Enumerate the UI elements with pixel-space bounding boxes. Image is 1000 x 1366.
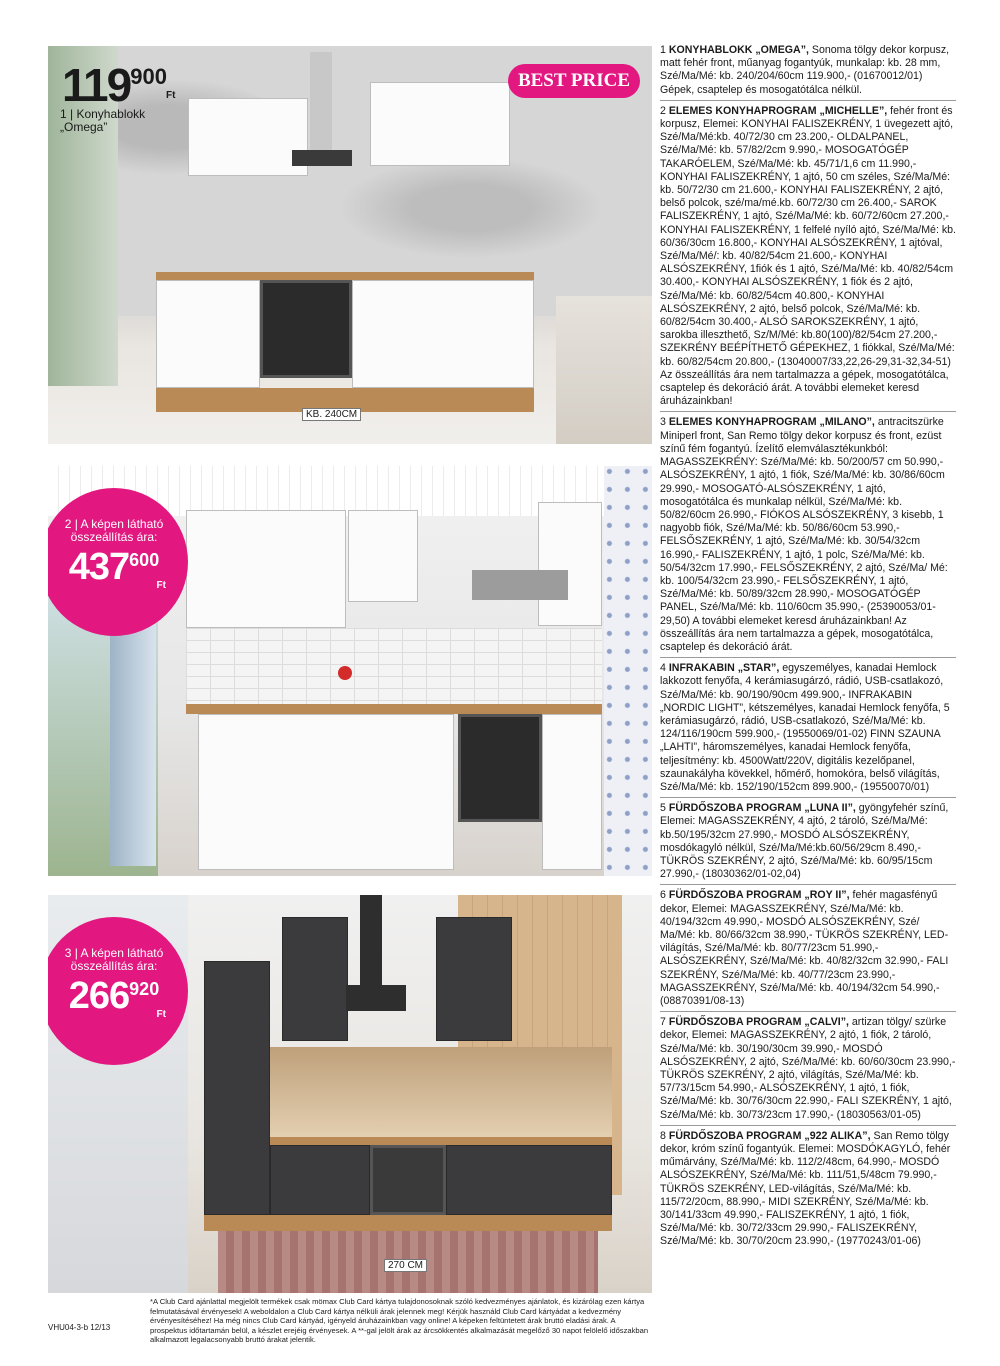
worktop xyxy=(186,704,602,714)
base-cabinets-left xyxy=(198,714,454,870)
built-in-oven xyxy=(260,280,352,378)
set-price: $437^{600}$ xyxy=(68,546,160,588)
product-descriptions xyxy=(660,44,956,1256)
set-price: $266^{920}$ xyxy=(68,975,160,1017)
base-cabinet-left xyxy=(156,280,260,388)
range-hood xyxy=(472,570,568,600)
wall-cabinet-left xyxy=(188,98,308,176)
best-price-badge: BEST PRICE xyxy=(508,64,640,98)
product-item: 4 INFRAKABIN „STAR”, egyszemélyes, kanadai Hemlock lakkozott fenyőfa, 4 kerámiasugárzó, rádió, USB-csatlakozó, Szé/Ma/Mé: kb. 90/190/90cm 499.900,- INFRAKABIN „NORDIC LIGHT”, kétszemélyes, kanadai Hemlock fenyőfa, 5 kerámiasugárzó, rádió, USB-csatlakozó, Szé/Ma/Mé: kb. 124/116/190cm 599.900,- (19550069/01-02) FINN SZAUNA „LAHTI”, háromszemélyes, kanadai Hemlock fenyőfa, teljesítmény: kb. 4500Watt/220V, digitális kezelőpanel, szaunakályha kövekkel, hőmérő, homokóra, belső világítás, Szé/Ma/Mé: kb. 152/190/152cm 899.900,- (19550070/01) xyxy=(660,662,956,798)
worktop xyxy=(156,272,534,280)
wall-cabinet-left xyxy=(282,917,348,1041)
currency-label: Ft xyxy=(166,90,176,101)
base-cabinet-right xyxy=(542,714,602,870)
product-item: 6 FÜRDŐSZOBA PROGRAM „ROY II”, fehér magasfényű dekor, Elemei: MAGASSZEKRÉNY, Szé/Ma/Mé: kb. 40/194/32cm 49.990,- MOSDÓ ALSÓSZEKRÉNY, Szé/ Ma/Mé: kb. 80/66/32cm 38.990,- TÜKRÖS SZEKRÉNY, LED-világítás, Szé/Ma/Mé: kb. 80/77/23cm 51.990,- ALSÓSZEKRÉNY, Szé/Ma/Mé: kb. 40/82/32cm 32.990,- FALI SZEKRÉNY, Szé/Ma/Mé: kb. 40/77/23cm 23.990,- MAGASSZEKRÉNY, Szé/Ma/Mé: kb. 40/194/32cm 54.990,- (08870391/08-13) xyxy=(660,889,956,1012)
wall-cabinet-right xyxy=(538,502,602,626)
hood-chimney xyxy=(360,895,382,985)
base-cabinet-right xyxy=(446,1145,612,1215)
product-item: 1 KONYHABLOKK „OMEGA”, Sonoma tölgy dekor korpusz, matt fehér front, műanyag fogantyúk, munkalap: kb. 28 mm, Szé/Ma/Mé: kb. 240/204/60cm 119.900,- (01670012/01) Gépek, csaptelep és mosogatótálca nélkül. xyxy=(660,44,956,101)
width-measure: 270 CM xyxy=(384,1259,427,1272)
price-circle-michelle xyxy=(48,488,188,636)
wall-cabinet-corner xyxy=(348,510,418,602)
cabinet-plinth xyxy=(204,1215,612,1231)
backsplash xyxy=(270,1047,612,1137)
stairs xyxy=(556,296,652,444)
base-cabinet-left xyxy=(270,1145,370,1215)
set-price-label: 2 | A képen látható összeállítás ára: xyxy=(64,517,164,544)
kitchen-photo-omega xyxy=(48,46,652,444)
currency-label: Ft xyxy=(156,1009,166,1020)
red-flowers xyxy=(338,666,352,680)
price-omega: $119^{900}$ xyxy=(62,59,167,111)
kitchen-photo-michelle xyxy=(48,466,652,876)
product-item: 7 FÜRDŐSZOBA PROGRAM „CALVI”, artizan tölgy/ szürke dekor, Elemei: MAGASSZEKRÉNY, 2 ajtó, 1 fiók, 2 tároló, Szé/Ma/Mé: kb. 30/190/30cm 39.990,- MOSDÓ ALSÓSZEKRÉNY, 2 ajtó, Szé/Ma/Mé: kb. 60/60/30cm 23.990,- TÜKRÖS SZEKRÉNY, 2 ajtó, világítás, Szé/Ma/Mé: kb. 57/73/15cm 54.990,- ALSÓSZEKRÉNY, 1 ajtó, 1 fiók, Szé/Ma/Mé: kb. 30/76/30cm 22.990,- FALI SZEKRÉNY, 1 ajtó, Szé/Ma/Mé: kb. 30/73/23cm 17.990,- (18030563/01-05) xyxy=(660,1016,956,1126)
product-item: 5 FÜRDŐSZOBA PROGRAM „LUNA II”, gyöngyfehér színű, Elemei: MAGASSZEKRÉNY, 4 ajtó, 2 tároló, Szé/Ma/Mé: kb.50/195/32cm 27.990,- MOSDÓ ALSÓSZEKRÉNY, mosdókagyló nélkül, Szé/Ma/Mé:kb.60/56/29cm 8.490,- TÜKRÖS SZEKRÉNY, 2 ajtó, Szé/Ma/Mé: kb. 60/95/15cm 27.990,- (18030362/01-02,04) xyxy=(660,802,956,885)
tall-cabinet xyxy=(204,961,270,1215)
width-measure: KB. 240CM xyxy=(302,408,361,421)
subway-tiles xyxy=(186,628,602,704)
built-in-oven xyxy=(370,1145,446,1215)
hood-chimney xyxy=(310,52,332,152)
currency-label: Ft xyxy=(156,580,166,591)
photo-caption: 1 | Konyhablokk „Omega” xyxy=(60,107,146,134)
wall-cabinet-left xyxy=(186,510,346,628)
set-price-label: 3 | A képen látható összeállítás ára: xyxy=(64,946,164,973)
wall-cabinet-right xyxy=(436,917,512,1041)
base-cabinet-right xyxy=(352,280,534,388)
floral-wallpaper xyxy=(604,466,652,876)
club-card-footnote: *A Club Card ajánlattal megjelölt termékek csak mömax Club Card kártya tulajdonosoknak szóló kedvezményes ajánlatok, és kizárólag ezen kártya felmutatásával érvényesek! A weboldalon a Club Card kártya nélküli árak jelennek meg! Kérjük használd Club Card kártyádat a kedvezmény érvényesítéséhez! Ha még nincs Club Card kártyád, igényeld áruházainkban vagy online! A képeken feltüntetett árak bruttó eladási árak. A prospektus időtartamán belül, a készlet erejéig érvényesek. A **-gal jelölt árak az árcsökkentés alkalmazását megelőző 30 napot felölelő időszakban alkalmazott legalacsonyabb bruttó árakat jelentik. xyxy=(150,1297,649,1345)
built-in-oven xyxy=(458,714,542,822)
product-item: 2 ELEMES KONYHAPROGRAM „MICHELLE”, fehér front és korpusz, Elemei: KONYHAI FALISZEKRÉNY, 1 üvegezett ajtó, Szé/Ma/Mé:kb. 40/72/30 cm 23.200,- OLDALPANEL, Szé/Ma/Mé: kb. 57/82/2cm 9.990,- MOSOGATÓGÉP TAKARÓELEM, Szé/Ma/Mé: kb. 45/71/1,6 cm 11.990,- KONYHAI FALISZEKRÉNY, 1 ajtó, 50 cm széles, Szé/Ma/Mé: kb. 50/72/30 cm 21.600,- KONYHAI FALISZEKRÉNY, 2 ajtó, belső polcok, szé/ma/mé.kb. 60/72/30 cm 26.400,- SAROK FALISZEKRÉNY, 1 ajtó, Szé/Ma/Mé: kb. 60/72/60cm 27.200,- KONYHAI FALISZEKRÉNY, 1 felfelé nyíló ajtó, Szé/Ma/Mé: kb. 60/36/30cm 16.800,- KONYHAI ALSÓSZEKRÉNY, 1 ajtóval, Szé/Ma/Mé/: kb. 40/82/54cm 21.600,- KONYHAI ALSÓSZEKRÉNY, 1fiók és 1 ajtó, Szé/Ma/Mé: kb. 40/82/54cm 30.400,- KONYHAI ALSÓSZEKRÉNY, 1 fiók és 2 ajtó, Szé/Ma/Mé: kb. 60/82/54cm 40.800,- KONYHAI ALSÓSZEKRÉNY, 2 ajtó, belső polcok, Szé/Ma/Mé: kb. 60/82/54cm 30.400,- ALSÓ SAROKSZEKRÉNY, 1 ajtó, sarokba illeszthető, Sz/M/Mé: kb.80(100)/82/54cm 27.200,- SZEKRÉNY BEÉPÍTHETŐ GÉPEKHEZ, 1 fiókkal, Szé/Ma/Mé: kb. 60/82/54cm 20.800,- (13040007/33,22,26-29,31-32,34-51) Az összeállítás ára nem tartalmazza a gépek, mosogatótálca, csaptelep és dekoráció árát. A további elemeket keresd áruházainkban! xyxy=(660,105,956,413)
product-item: 3 ELEMES KONYHAPROGRAM „MILANO”, antracitszürke Miniperl front, San Remo tölgy dekor korpusz és front, ezüst színű fém fogantyú. Ízelítő elemválasztékunkból: MAGASSZEKRÉNY: Szé/Ma/Mé: kb. 50/200/57 cm 50.990,- ALSÓSZEKRÉNY, 1 ajtó, 1 fiók, Szé/Ma/Mé: kb. 30/86/60cm 29.990,- MOSOGATÓ-ALSÓSZEKRÉNY, 1 ajtó, mosogatótálca és munkalap nélkül, Szé/Ma/Mé: kb. 50/82/60cm 26.990,- FIÓKOS ALSÓSZEKRÉNY, 3 kisebb, 1 nagyobb fiók, Szé/Ma/Mé: kb. 50/86/60cm 53.990,- FELSŐSZEKRÉNY, 1 ajtó, Szé/Ma/Mé: kb. 30/54/32cm 16.990,- FALISZEKRÉNY, 1 ajtó, 1 polc, Szé/Ma/Mé: kb. 50/54/32cm 17.990,- FELSŐSZEKRÉNY, 2 ajtó, Szé/Ma/ Mé: kb. 100/54/32cm 23.990,- FELSŐSZEKRÉNY, 1 ajtó, Szé/Ma/Mé: kb. 50/89/32cm 28.990,- MOSOGATÓGÉP PANEL, Szé/Ma/Mé: kb. 110/60cm 35.990,- (25390053/01-29,50) A további elemeket keresd áruházainkban! Az összeállítás ára nem tartalmazza a gépek, mosogatótálca, csaptelep és dekoráció árát. xyxy=(660,416,956,658)
worktop xyxy=(270,1137,612,1145)
range-hood xyxy=(292,150,352,166)
page-code: VHU04-3-b 12/13 xyxy=(48,1323,111,1332)
wall-cabinet-right xyxy=(370,82,510,166)
range-hood xyxy=(346,985,406,1011)
product-item: 8 FÜRDŐSZOBA PROGRAM „922 ALIKA”, San Remo tölgy dekor, króm színű fogantyúk. Elemei: MOSDÓKAGYLÓ, fehér műmárvány, Szé/Ma/Mé: kb. 112/2/48cm, 64.990,- MOSDÓ ALSÓSZEKRÉNY, Szé/Ma/Mé: kb. 111/51,5/48cm 79.990,- TÜKRÖS SZEKRÉNY, LED-világítás, Szé/Ma/Mé: kb. 115/72/20cm, 88.990,- MIDI SZEKRÉNY, Szé/Ma/Mé: kb. 30/141/33cm 49.990,- FALISZEKRÉNY, 1 ajtó, 1 fiók, Szé/Ma/Mé: kb. 30/72/33cm 29.990,- FALISZEKRÉNY, Szé/Ma/Mé: kb. 30/70/20cm 23.990,- (19770243/01-06) xyxy=(660,1129,951,1248)
kitchen-photo-milano xyxy=(48,895,652,1293)
